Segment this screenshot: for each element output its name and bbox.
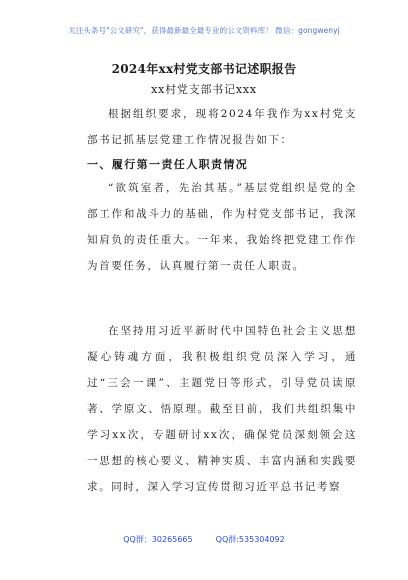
footer-qq-group-1: QQ群：30265665: [123, 535, 193, 544]
document-title: 2024年xx村党支部书记述职报告: [111, 62, 297, 76]
promo-banner: 关注头条号"公文研究"，获得最新最全最专业的公文资料库！ 微信：gongwenyj: [68, 26, 340, 35]
page-footer: [0, 534, 408, 545]
document-author: xx村党支部书记xxx: [151, 83, 257, 96]
section-heading: 一、履行第一责任人职责情况: [87, 158, 249, 171]
body-paragraph-1: “欲筑室者，先治其基。”基层党组织是党的全部工作和战斗力的基础，作为村党支部书记，我深知肩负的责任重大。一年来，我始终把党建工作作为首要任务，认真履行第一责任人职责。: [87, 182, 357, 272]
footer-qq-group-2: QQ群:535304092: [215, 535, 285, 544]
body-paragraph-2: 在坚持用习近平新时代中国特色社会主义思想凝心铸魂方面，我积极组织党员深入学习，通过“三会一课”、主题党日等形式，引导党员读原著、学原文、悟原理。截至目前，我们共组织集中学习xx次，专题研讨xx次，确保党员深刻领会这一思想的核心要义、精神实质、丰富内涵和实践要求。同时，深入学习宣传贯彻习近平总书记考察: [87, 325, 357, 493]
intro-paragraph: 根据组织要求，现将2024年我作为xx村党支部书记抓基层党建工作情况报告如下：: [87, 108, 357, 146]
